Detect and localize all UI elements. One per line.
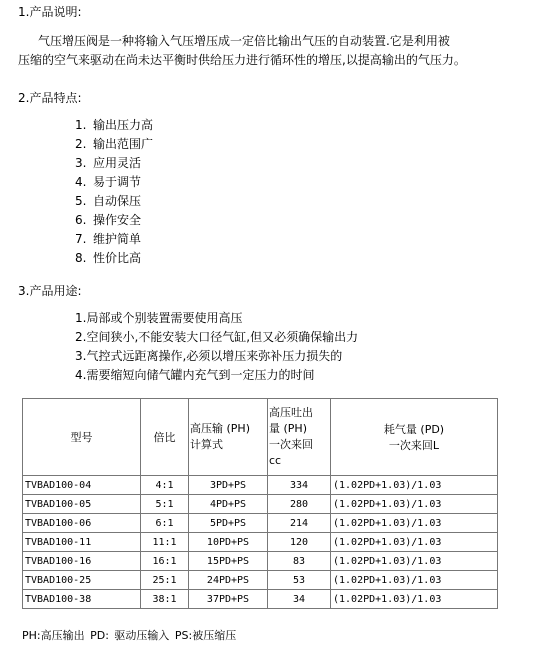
feature-number: 3. (75, 156, 87, 170)
header-formula-line-1: 高压输 (PH) (190, 422, 250, 435)
cell-output: 83 (268, 552, 331, 571)
cell-model: TVBAD100-05 (23, 495, 141, 514)
header-output (268, 399, 331, 476)
table-row (23, 571, 498, 590)
table-row (23, 552, 498, 571)
cell-formula: 10PD+PS (189, 533, 268, 552)
feature-number: 7. (75, 232, 87, 246)
feature-item (75, 230, 141, 247)
feature-text: 输出压力高 (93, 118, 154, 132)
header-output-line-2: 量 (PH) (269, 422, 307, 435)
cell-air-consumption: (1.02PD+1.03)/1.03 (331, 476, 498, 495)
table-row (23, 495, 498, 514)
usage-item: 2.空间狭小,不能安装大口径气缸,但又必须确保输出力 (75, 330, 359, 344)
cell-ratio: 4:1 (141, 476, 189, 495)
cell-ratio: 16:1 (141, 552, 189, 571)
cell-formula: 37PD+PS (189, 590, 268, 609)
cell-ratio: 11:1 (141, 533, 189, 552)
feature-text: 性价比高 (93, 251, 142, 265)
cell-model: TVBAD100-16 (23, 552, 141, 571)
table-body (23, 476, 498, 609)
feature-item (75, 135, 153, 152)
product-description (18, 32, 466, 70)
feature-text: 自动保压 (93, 194, 142, 208)
cell-ratio: 5:1 (141, 495, 189, 514)
table-row (23, 533, 498, 552)
usage-item: 4.需要缩短向储气罐内充气到一定压力的时间 (75, 368, 315, 382)
feature-item (75, 211, 141, 228)
cell-air-consumption: (1.02PD+1.03)/1.03 (331, 590, 498, 609)
cell-formula: 3PD+PS (189, 476, 268, 495)
feature-text: 维护简单 (93, 232, 142, 246)
feature-item (75, 249, 141, 266)
header-formula (189, 399, 268, 476)
feature-item (75, 116, 153, 133)
cell-air-consumption: (1.02PD+1.03)/1.03 (331, 514, 498, 533)
header-output-line-1: 高压吐出 (269, 406, 313, 419)
feature-item (75, 173, 141, 190)
cell-model: TVBAD100-25 (23, 571, 141, 590)
header-air-line-2: 一次来回L (388, 439, 440, 452)
cell-output: 214 (268, 514, 331, 533)
cell-model: TVBAD100-06 (23, 514, 141, 533)
cell-formula: 5PD+PS (189, 514, 268, 533)
cell-ratio: 38:1 (141, 590, 189, 609)
table-row (23, 514, 498, 533)
cell-output: 120 (268, 533, 331, 552)
section-1-heading: 1.产品说明: (18, 5, 82, 19)
cell-output: 280 (268, 495, 331, 514)
table-row (23, 476, 498, 495)
header-air (331, 399, 498, 476)
cell-model: TVBAD100-38 (23, 590, 141, 609)
cell-air-consumption: (1.02PD+1.03)/1.03 (331, 552, 498, 571)
cell-ratio: 25:1 (141, 571, 189, 590)
feature-number: 2. (75, 137, 87, 151)
header-air-line-1: 耗气量 (PD) (383, 423, 445, 436)
section-2-heading: 2.产品特点: (18, 91, 82, 105)
header-output-line-4: cc (269, 454, 282, 467)
cell-output: 53 (268, 571, 331, 590)
feature-number: 5. (75, 194, 87, 208)
header-ratio: 倍比 (141, 399, 189, 476)
table-header-row (23, 399, 498, 476)
feature-number: 1. (75, 118, 87, 132)
cell-ratio: 6:1 (141, 514, 189, 533)
cell-formula: 4PD+PS (189, 495, 268, 514)
feature-number: 6. (75, 213, 87, 227)
feature-text: 输出范围广 (93, 137, 154, 151)
usage-item: 1.局部或个别装置需要使用高压 (75, 311, 243, 325)
spec-table (22, 398, 498, 609)
feature-number: 8. (75, 251, 87, 265)
description-line-2: 压缩的空气来驱动在尚未达平衡时供给压力进行循环性的增压,以提高输出的气压力。 (18, 53, 466, 67)
cell-formula: 15PD+PS (189, 552, 268, 571)
feature-text: 易于调节 (93, 175, 142, 189)
feature-item (75, 154, 141, 171)
cell-air-consumption: (1.02PD+1.03)/1.03 (331, 495, 498, 514)
cell-output: 334 (268, 476, 331, 495)
cell-air-consumption: (1.02PD+1.03)/1.03 (331, 571, 498, 590)
feature-text: 应用灵活 (93, 156, 142, 170)
cell-model: TVBAD100-04 (23, 476, 141, 495)
cell-air-consumption: (1.02PD+1.03)/1.03 (331, 533, 498, 552)
header-output-line-3: 一次来回 (269, 438, 313, 451)
feature-text: 操作安全 (93, 213, 142, 227)
feature-item (75, 192, 141, 209)
table-row (23, 590, 498, 609)
cell-formula: 24PD+PS (189, 571, 268, 590)
cell-model: TVBAD100-11 (23, 533, 141, 552)
header-model: 型号 (23, 399, 141, 476)
usage-item: 3.气控式远距离操作,必须以增压来弥补压力损失的 (75, 349, 343, 363)
header-formula-line-2: 计算式 (190, 438, 223, 451)
cell-output: 34 (268, 590, 331, 609)
section-3-heading: 3.产品用途: (18, 284, 82, 298)
feature-number: 4. (75, 175, 87, 189)
description-line-1: 气压增压阀是一种将输入气压增压成一定倍比输出气压的自动装置.它是利用被 (38, 34, 450, 48)
footnote: PH:高压输出 PD: 驱动压输入 PS:被压缩压 (22, 629, 237, 642)
